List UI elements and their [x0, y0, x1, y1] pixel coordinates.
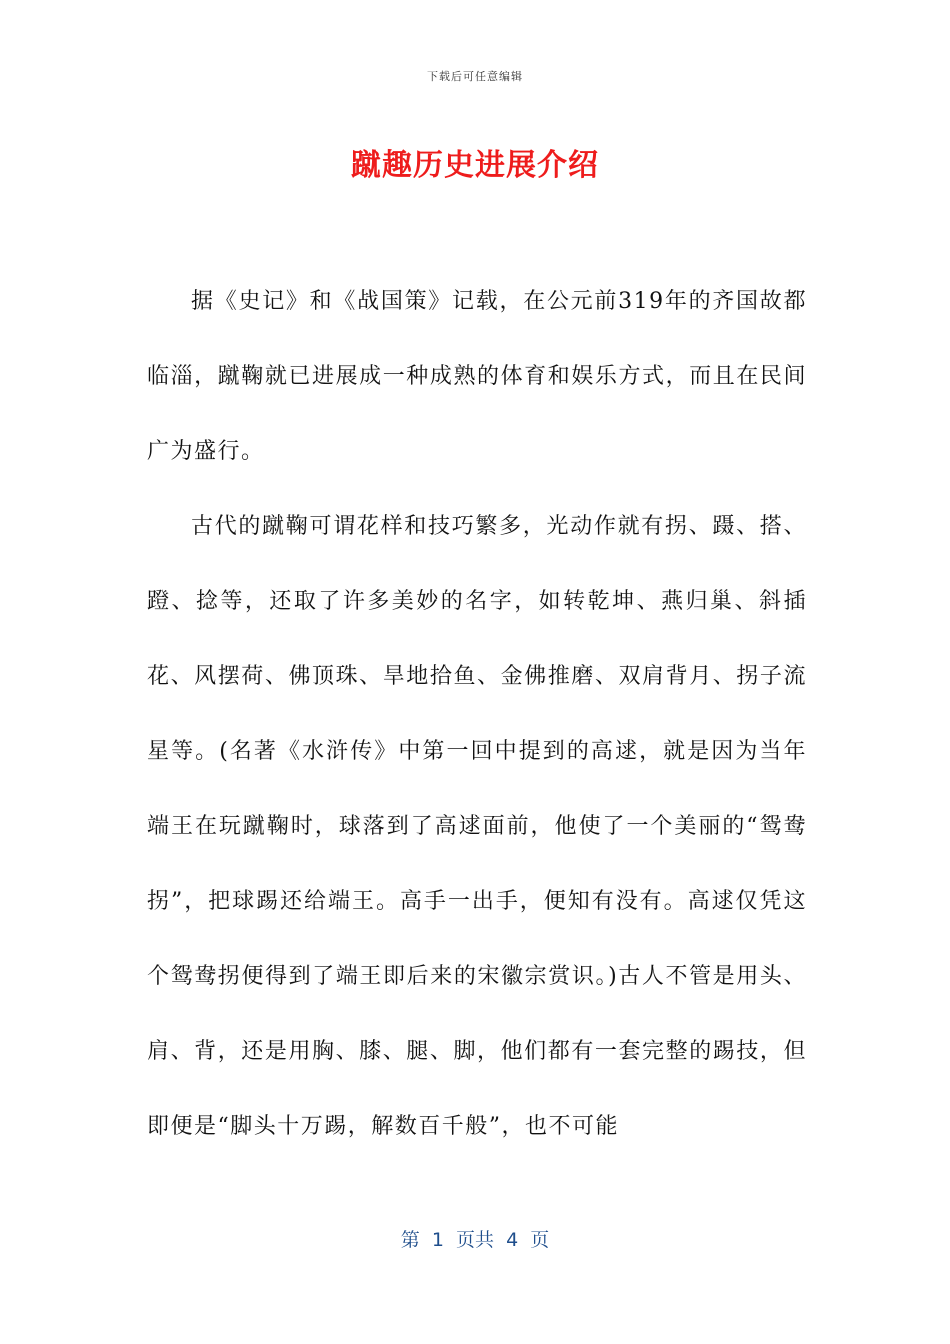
paragraph-1: 据《史记》和《战国策》记载，在公元前319年的齐国故都临淄，蹴鞠就已进展成一种成熟的体育和娱乐方式，而且在民间广为盛行。	[147, 289, 807, 464]
header-note: 下载后可任意编辑	[427, 70, 523, 83]
document-body	[147, 264, 807, 1164]
page-footer-pagination: 第 1 页共 4 页	[400, 1229, 550, 1251]
document-title: 蹴趣历史进展介绍	[351, 148, 599, 183]
paragraph-2: 古代的蹴鞠可谓花样和技巧繁多，光动作就有拐、蹑、搭、蹬、捻等，还取了许多美妙的名字，如转乾坤、燕归巢、斜插花、风摆荷、佛顶珠、旱地拾鱼、金佛推磨、双肩背月、拐子流星等。(名著《水浒传》中第一回中提到的高逑，就是因为当年端王在玩蹴鞠时，球落到了高逑面前，他使了一个美丽的“鸳鸯拐”，把球踢还给端王。高手一出手，便知有没有。高逑仅凭这个鸳鸯拐便得到了端王即后来的宋徽宗赏识。)古人不管是用头、肩、背，还是用胸、膝、腿、脚，他们都有一套完整的踢技，但即便是“脚头十万踢，解数百千般”，也不可能	[147, 514, 807, 1139]
